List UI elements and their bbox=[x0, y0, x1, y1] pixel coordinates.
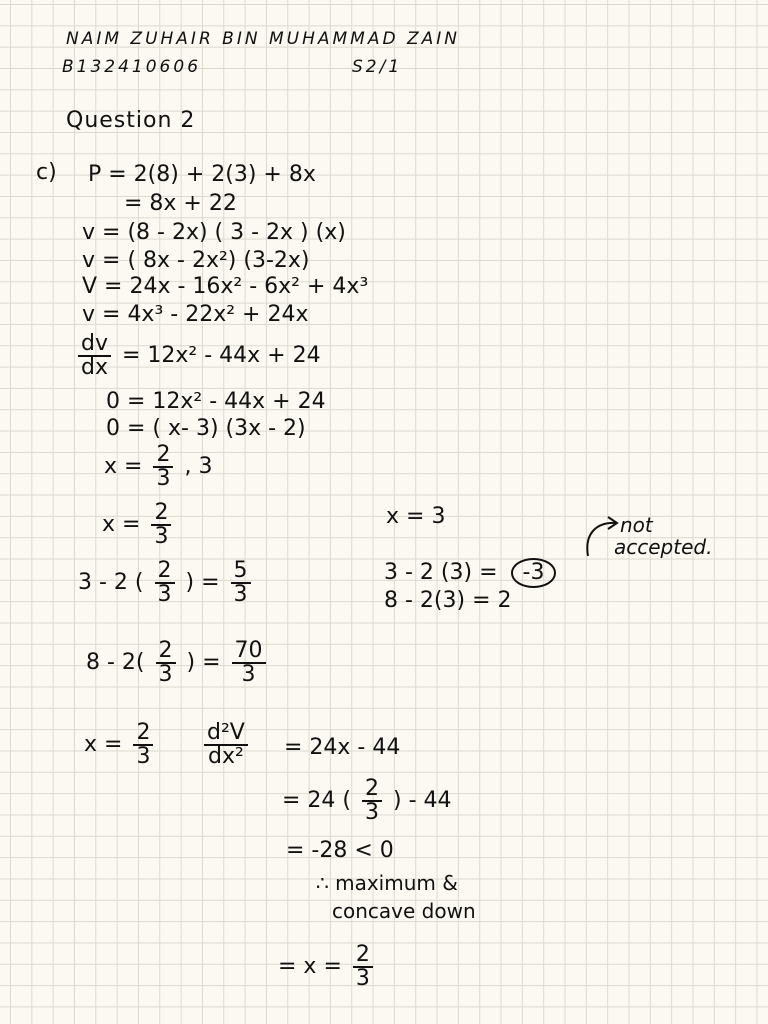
roots-rest: , 3 bbox=[184, 454, 213, 479]
roots-lhs: x = bbox=[104, 454, 143, 479]
sd-line-4: ∴ maximum & bbox=[316, 871, 458, 895]
check-a-line-1 bbox=[78, 560, 255, 606]
check-a1-fraction bbox=[155, 560, 175, 606]
student-id: B132410606 bbox=[62, 57, 202, 77]
note-line-2: accepted. bbox=[614, 535, 713, 559]
sd-line-1: = 24x - 44 bbox=[284, 735, 401, 760]
fraction-numerator: 2 bbox=[153, 444, 173, 468]
conclusion-line bbox=[278, 944, 377, 990]
fraction-numerator: d²V bbox=[204, 722, 248, 746]
fraction-denominator: 3 bbox=[136, 744, 151, 769]
fraction-numerator: dv bbox=[78, 333, 111, 357]
fraction-denominator: 3 bbox=[365, 800, 379, 825]
fraction-denominator: dx² bbox=[208, 744, 244, 769]
volume-line-3: V = 24x - 16x² - 6x² + 4x³ bbox=[82, 274, 369, 299]
check-b-line-2: 8 - 2(3) = 2 bbox=[384, 588, 512, 613]
case-b-heading: x = 3 bbox=[386, 504, 446, 529]
fraction-denominator: 3 bbox=[154, 524, 169, 549]
sd-line-2-fraction bbox=[362, 778, 382, 824]
fraction-numerator: 70 bbox=[232, 640, 266, 664]
question-title: Question 2 bbox=[66, 108, 196, 133]
check-a2-result-fraction bbox=[232, 640, 266, 686]
perimeter-simplified-line: = 8x + 22 bbox=[124, 191, 237, 216]
zero-line-2: 0 = ( x- 3) (3x - 2) bbox=[106, 416, 306, 441]
fraction-numerator: 2 bbox=[151, 502, 171, 526]
fraction-denominator: 3 bbox=[156, 466, 171, 491]
circled-answer: -3 bbox=[511, 558, 557, 588]
check-a1-lhs: 3 - 2 ( bbox=[78, 570, 144, 595]
conclusion-lhs: = x = bbox=[278, 954, 342, 979]
check-a2-lhs: 8 - 2( bbox=[86, 650, 145, 675]
check-a1-result-fraction bbox=[231, 560, 251, 606]
fraction-denominator: 3 bbox=[233, 582, 248, 607]
fraction-denominator: 3 bbox=[158, 662, 173, 687]
roots-fraction bbox=[153, 444, 173, 490]
check-a-line-2 bbox=[86, 640, 270, 686]
sd-x-fraction bbox=[133, 722, 153, 768]
derivative-fraction bbox=[78, 333, 111, 379]
second-derivative-x bbox=[84, 722, 157, 768]
student-name: NAIM ZUHAIR BIN MUHAMMAD ZAIN bbox=[66, 29, 460, 49]
fraction-numerator: 5 bbox=[231, 560, 251, 584]
fraction-denominator: 3 bbox=[241, 662, 256, 687]
check-b-line-1 bbox=[384, 558, 556, 588]
roots-line bbox=[104, 444, 212, 490]
derivative-line bbox=[74, 333, 321, 379]
sd-fraction bbox=[204, 722, 248, 768]
sd-line-3: = -28 < 0 bbox=[286, 838, 394, 863]
fraction-numerator: 2 bbox=[155, 560, 175, 584]
case-a-lhs: x = bbox=[102, 512, 141, 537]
sd-line-2-lhs: = 24 ( bbox=[282, 788, 351, 813]
case-a-fraction bbox=[151, 502, 171, 548]
volume-line-2: v = ( 8x - 2x²) (3-2x) bbox=[82, 248, 310, 273]
check-b1-text: 3 - 2 (3) = bbox=[384, 560, 498, 585]
sd-x-lhs: x = bbox=[84, 732, 123, 757]
fraction-denominator: 3 bbox=[355, 966, 370, 991]
note-line-1: not bbox=[620, 513, 653, 537]
fraction-numerator: 2 bbox=[362, 778, 382, 802]
second-derivative-symbol bbox=[200, 722, 252, 768]
derivative-rhs: = 12x² - 44x + 24 bbox=[121, 343, 321, 368]
sd-line-5: concave down bbox=[332, 899, 476, 923]
part-label: c) bbox=[36, 160, 57, 185]
fraction-denominator: dx bbox=[81, 355, 108, 380]
volume-line-4: v = 4x³ - 22x² + 24x bbox=[82, 302, 309, 327]
sd-line-2-rest: ) - 44 bbox=[393, 788, 452, 813]
check-a1-mid: ) = bbox=[185, 570, 220, 595]
volume-line-1: v = (8 - 2x) ( 3 - 2x ) (x) bbox=[82, 220, 346, 245]
sd-line-2 bbox=[282, 778, 452, 824]
fraction-denominator: 3 bbox=[157, 582, 172, 607]
conclusion-fraction bbox=[353, 944, 373, 990]
check-a2-mid: ) = bbox=[186, 650, 221, 675]
fraction-numerator: 2 bbox=[133, 722, 153, 746]
fraction-numerator: 2 bbox=[156, 640, 176, 664]
class-label: S2/1 bbox=[352, 57, 403, 77]
fraction-numerator: 2 bbox=[353, 944, 373, 968]
case-a-heading bbox=[102, 502, 175, 548]
check-a2-fraction bbox=[156, 640, 176, 686]
perimeter-line: P = 2(8) + 2(3) + 8x bbox=[88, 162, 316, 187]
zero-line-1: 0 = 12x² - 44x + 24 bbox=[106, 389, 326, 414]
